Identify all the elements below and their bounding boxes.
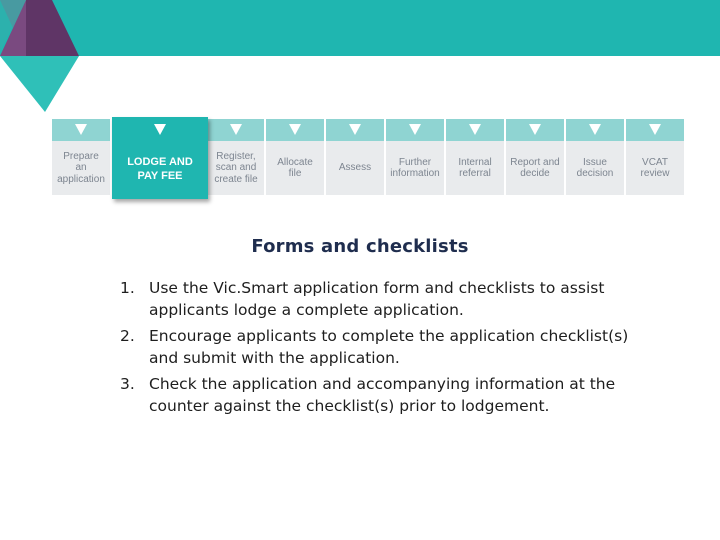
down-arrow-icon xyxy=(349,124,361,135)
down-arrow-icon xyxy=(409,124,421,135)
list-item-text: Encourage applicants to complete the application checklist(s) and submit with the application. xyxy=(149,327,629,367)
down-arrow-icon xyxy=(589,124,601,135)
process-step-vcat-review xyxy=(626,119,684,195)
list-number: 3. xyxy=(120,375,135,393)
process-flow xyxy=(52,119,684,195)
step-label: Register, scan and create file xyxy=(214,150,258,185)
numbered-list xyxy=(120,277,640,421)
step-label: LODGE AND PAY FEE xyxy=(127,156,193,182)
down-arrow-icon xyxy=(154,124,166,135)
step-label: Prepare an application xyxy=(57,150,105,185)
step-label: Further information xyxy=(390,156,440,179)
list-item-text: Check the application and accompanying information at the counter against the checklist(s) prior to lodgement. xyxy=(149,375,616,415)
process-step-further-information xyxy=(386,119,444,195)
process-step-report-and-decide xyxy=(506,119,564,195)
down-arrow-icon xyxy=(529,124,541,135)
process-step-lodge-and-pay-fee xyxy=(112,117,208,199)
list-item xyxy=(120,277,640,321)
down-arrow-icon xyxy=(289,124,301,135)
step-label: Report and decide xyxy=(510,156,560,179)
step-label: Issue decision xyxy=(576,156,614,179)
down-arrow-icon xyxy=(649,124,661,135)
down-arrow-icon xyxy=(469,124,481,135)
process-step-prepare xyxy=(52,119,110,195)
process-step-issue-decision xyxy=(566,119,624,195)
step-label: VCAT review xyxy=(640,156,670,179)
step-label: Assess xyxy=(338,162,372,174)
process-step-register xyxy=(208,119,264,195)
decorative-triangles xyxy=(0,0,90,115)
down-arrow-icon xyxy=(75,124,87,135)
section-heading: Forms and checklists xyxy=(251,236,469,257)
process-step-allocate-file xyxy=(266,119,324,195)
process-step-assess xyxy=(326,119,384,195)
list-item-text: Use the Vic.Smart application form and checklists to assist applicants lodge a complete application. xyxy=(149,279,605,319)
list-number: 1. xyxy=(120,279,135,297)
list-item xyxy=(120,325,640,369)
top-banner xyxy=(0,0,720,56)
step-label: Internal referral xyxy=(458,156,492,179)
step-label: Allocate file xyxy=(277,156,313,179)
list-number: 2. xyxy=(120,327,135,345)
list-item xyxy=(120,373,640,417)
down-arrow-icon xyxy=(230,124,242,135)
process-step-internal-referral xyxy=(446,119,504,195)
